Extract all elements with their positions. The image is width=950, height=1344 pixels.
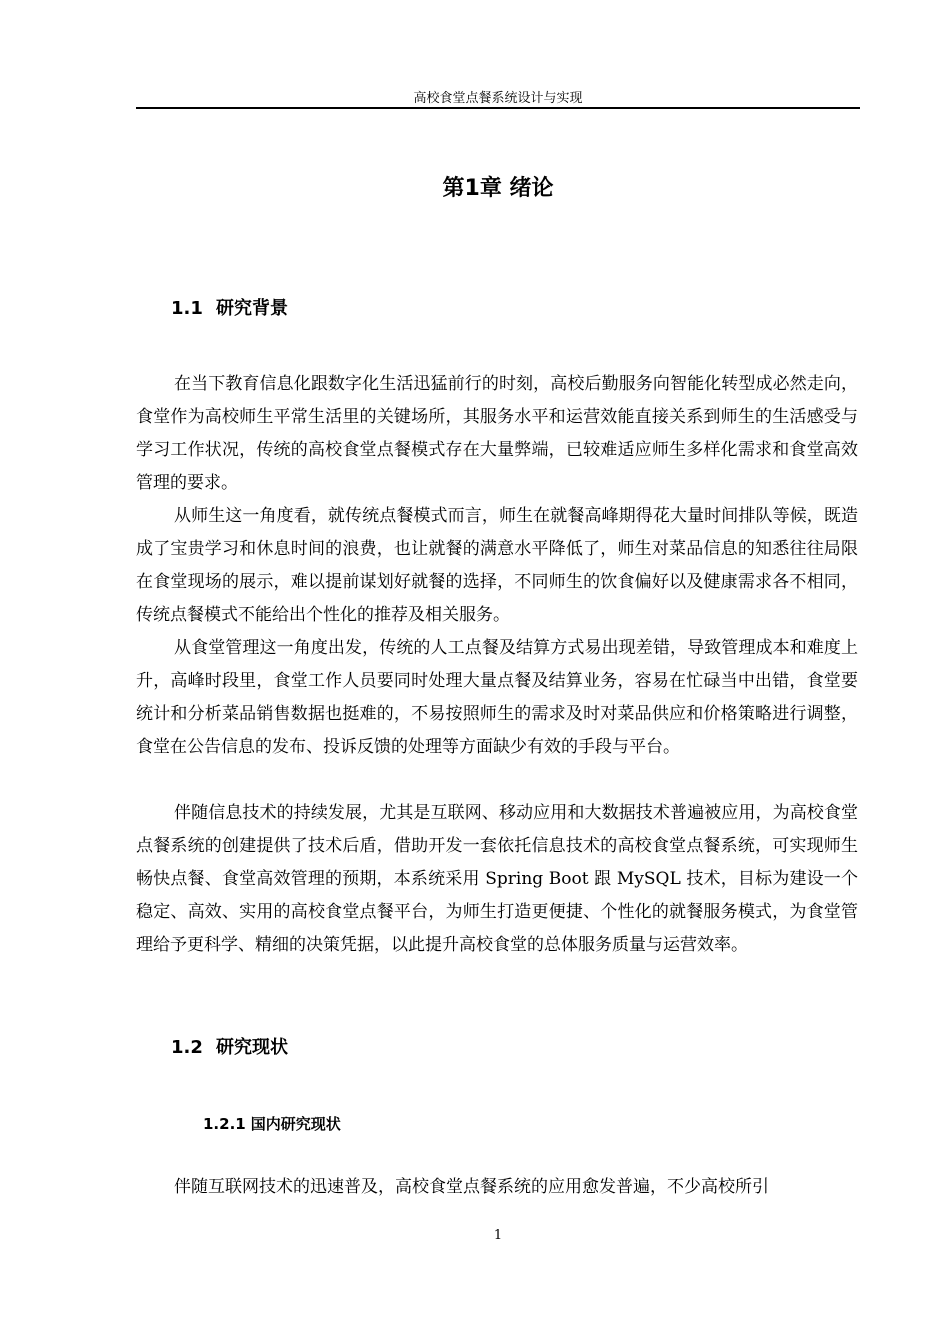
body-paragraph: 伴随互联网技术的迅速普及，高校食堂点餐系统的应用愈发普遍，不少高校所引	[174, 1177, 769, 1197]
body-paragraph: 在当下教育信息化跟数字化生活迅猛前行的时刻，高校后勤服务向智能化转型成必然走向，食堂作为高校师生平常生活里的关键场所，其服务水平和运营效能直接关系到师生的生活感受与学习工作状况，传统的高校食堂点餐模式存在大量弊端，已较难适应师生多样化需求和食堂高效管理的要求。	[136, 374, 858, 493]
header-rule	[136, 107, 860, 109]
section-heading-1-1	[171, 295, 288, 323]
section-title: 研究现状	[216, 1037, 288, 1058]
page-number: 1	[493, 1228, 503, 1243]
section-heading-1-2	[171, 1034, 288, 1062]
section-number: 1.2	[171, 1037, 203, 1058]
section-number: 1.1	[171, 298, 203, 319]
section-title: 研究背景	[216, 298, 288, 319]
body-paragraph: 伴随信息技术的持续发展，尤其是互联网、移动应用和大数据技术普遍被应用，为高校食堂点餐系统的创建提供了技术后盾，借助开发一套依托信息技术的高校食堂点餐系统，可实现师生畅快点餐、食堂高效管理的预期，本系统采用 Spring Boot 跟 MySQL 技术，目标为建设一个稳定、高效、实用的高校食堂点餐平台，为师生打造更便捷、个性化的就餐服务模式，为食堂管理给予更科学、精细的决策凭据，以此提升高校食堂的总体服务质量与运营效率。	[136, 803, 858, 955]
body-paragraph: 从食堂管理这一角度出发，传统的人工点餐及结算方式易出现差错，导致管理成本和难度上升，高峰时段里，食堂工作人员要同时处理大量点餐及结算业务，容易在忙碌当中出错，食堂要统计和分析菜品销售数据也挺难的，不易按照师生的需求及时对菜品供应和价格策略进行调整，食堂在公告信息的发布、投诉反馈的处理等方面缺少有效的手段与平台。	[136, 638, 858, 757]
chapter-title: 第1章 绪论	[442, 176, 554, 201]
subsection-number: 1.2.1	[203, 1115, 246, 1133]
subsection-title: 国内研究现状	[250, 1115, 341, 1133]
running-header: 高校食堂点餐系统设计与实现	[413, 91, 583, 106]
subsection-heading-1-2-1	[203, 1112, 341, 1136]
body-paragraph: 从师生这一角度看，就传统点餐模式而言，师生在就餐高峰期得花大量时间排队等候，既造成了宝贵学习和休息时间的浪费，也让就餐的满意水平降低了，师生对菜品信息的知悉往往局限在食堂现场的展示，难以提前谋划好就餐的选择，不同师生的饮食偏好以及健康需求各不相同，传统点餐模式不能给出个性化的推荐及相关服务。	[136, 506, 858, 625]
